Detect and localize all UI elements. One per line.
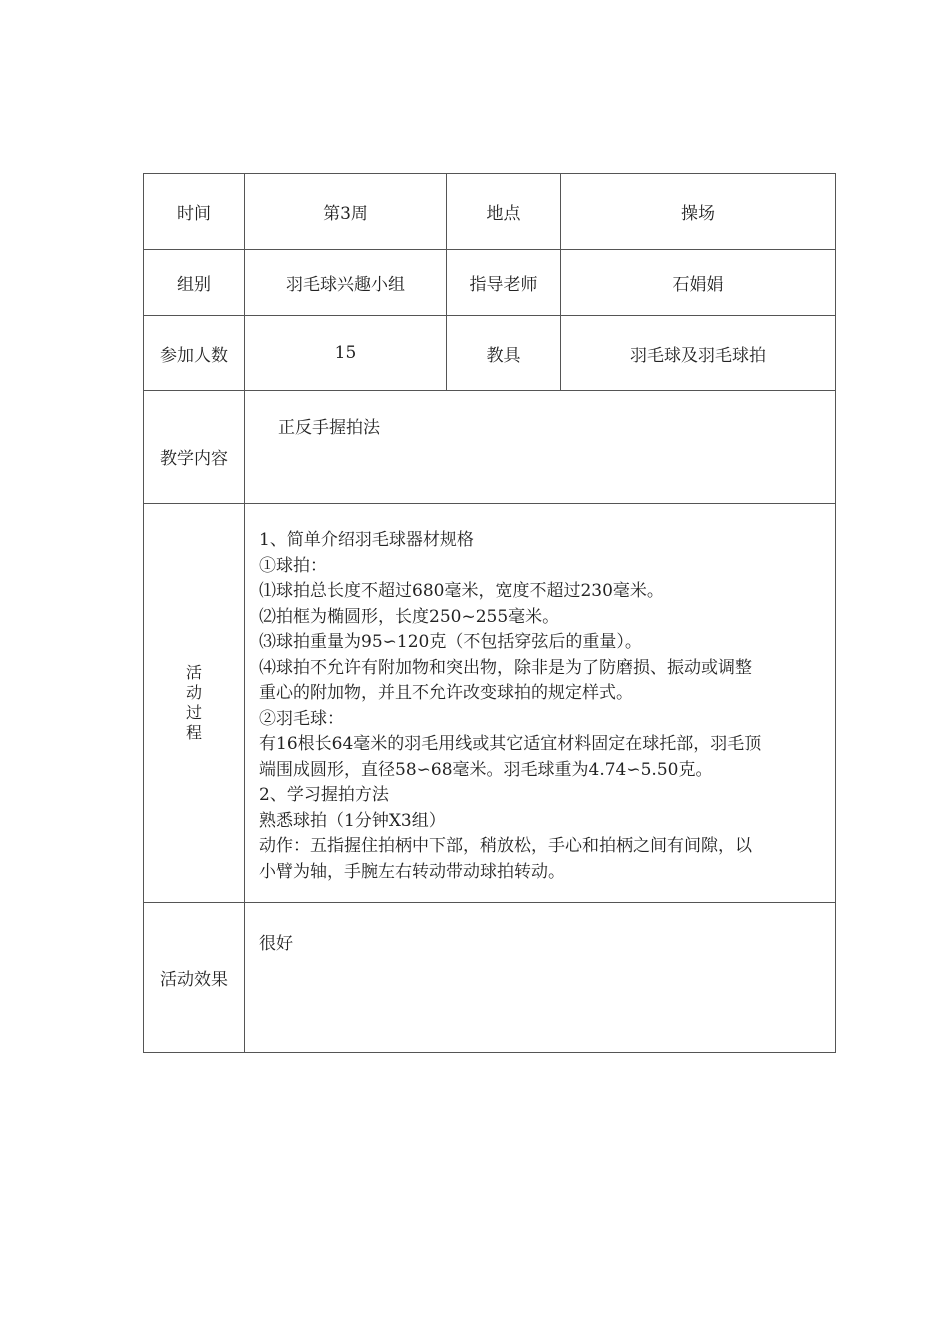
effect-value: 很好 <box>259 934 293 954</box>
process-line: 小臂为轴，手腕左右转动带动球拍转动。 <box>259 861 565 882</box>
process-line: ①球拍： <box>259 555 327 576</box>
process-line: 有16根长64毫米的羽毛用线或其它适宜材料固定在球托部，羽毛顶 <box>259 734 762 754</box>
equipment-label: 教具 <box>447 316 561 391</box>
process-label <box>144 504 245 903</box>
row-content <box>144 391 836 504</box>
count-value: 15 <box>245 316 447 391</box>
teacher-value: 石娟娟 <box>561 250 836 316</box>
process-label-char: 活 <box>185 663 202 682</box>
row-process <box>144 504 836 903</box>
process-line: 2、学习握拍方法 <box>259 785 389 805</box>
effect-label <box>144 903 245 1053</box>
process-line: 1、简单介绍羽毛球器材规格 <box>259 530 474 550</box>
activity-record-table <box>143 173 836 1053</box>
process-line: 重心的附加物，并且不允许改变球拍的规定样式。 <box>259 683 633 703</box>
group-label: 组别 <box>144 250 245 316</box>
process-line: ②羽毛球： <box>259 708 344 729</box>
time-label: 时间 <box>144 174 245 250</box>
process-line: ⑷球拍不允许有附加物和突出物，除非是为了防磨损、振动或调整 <box>259 657 752 678</box>
row-group <box>144 250 836 316</box>
effect-value-cell <box>245 903 836 1053</box>
process-content <box>259 504 833 885</box>
group-value: 羽毛球兴趣小组 <box>245 250 447 316</box>
process-content-cell <box>245 504 836 903</box>
equipment-value: 羽毛球及羽毛球拍 <box>561 316 836 391</box>
process-label-char: 动 <box>185 683 202 702</box>
process-label-char: 程 <box>185 723 202 742</box>
place-label: 地点 <box>447 174 561 250</box>
place-value: 操场 <box>561 174 836 250</box>
process-line: ⑴球拍总长度不超过680毫米，宽度不超过230毫米。 <box>259 581 664 601</box>
row-effect <box>144 903 836 1053</box>
time-value: 第3周 <box>245 174 447 250</box>
row-time <box>144 174 836 250</box>
process-label-char: 过 <box>185 703 202 722</box>
effect-label-text: 活动效果 <box>160 970 228 990</box>
process-line: 端围成圆形，直径58∽68毫米。羽毛球重为4.74∽5.50克。 <box>259 759 713 780</box>
row-count <box>144 316 836 391</box>
content-label-text: 教学内容 <box>160 448 228 469</box>
process-line: 动作：五指握住拍柄中下部，稍放松，手心和拍柄之间有间隙，以 <box>259 836 752 856</box>
count-label: 参加人数 <box>144 316 245 391</box>
content-label <box>144 391 245 504</box>
process-line: ⑵拍框为椭圆形，长度250~255毫米。 <box>259 606 560 627</box>
content-value-cell <box>245 391 836 504</box>
content-value: 正反手握拍法 <box>278 418 380 438</box>
process-line: 熟悉球拍（1分钟X3组） <box>259 810 446 831</box>
teacher-label: 指导老师 <box>447 250 561 316</box>
process-line: ⑶球拍重量为95∽120克（不包括穿弦后的重量）。 <box>259 632 642 652</box>
process-label-vertical <box>186 663 202 743</box>
